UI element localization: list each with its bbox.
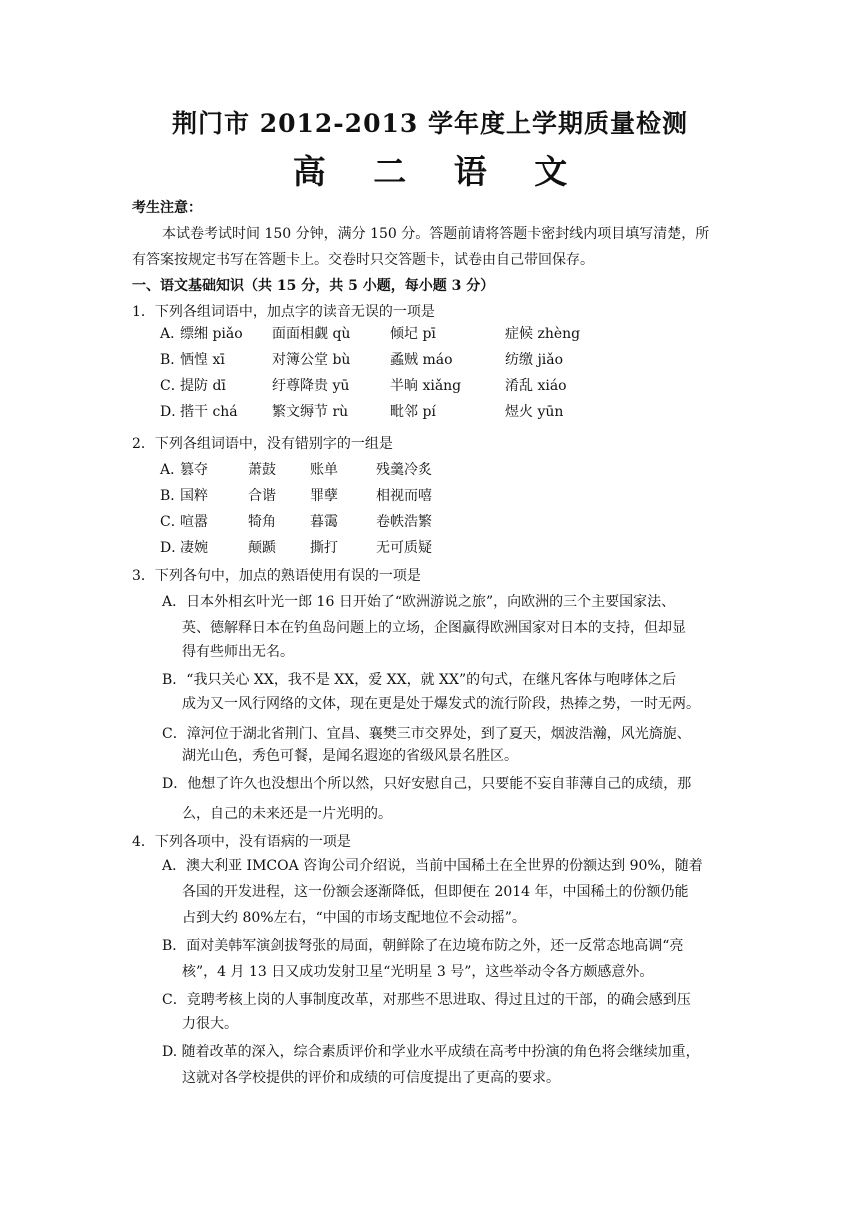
option-text: 成为又一风行网络的文体，现在更是处于爆发式的流行阶段，热捧之势，一时无两。 — [182, 696, 700, 712]
option-letter: A． — [160, 326, 185, 342]
option-word: 撕打 — [310, 540, 338, 556]
option-word: 喧嚣 — [180, 514, 208, 530]
option-word: 淆乱 xiáo — [505, 378, 567, 394]
option-word: 账单 — [310, 462, 338, 478]
option-text: B．面对美韩军演剑拔弩张的局面，朝鲜除了在边境布防之外，还一反常态地高调“亮 — [162, 938, 684, 954]
option-text: 湖光山色，秀色可餐，是闻名遐迩的省级风景名胜区。 — [182, 748, 518, 764]
option-text: 得有些师出无名。 — [182, 644, 294, 660]
option-text: B．“我只关心 XX，我不是 XX，爱 XX，就 XX”的句式，在继凡客体与咆哮体之后 — [162, 672, 677, 688]
option-letter: B． — [160, 352, 185, 368]
option-word: 国粹 — [180, 488, 208, 504]
option-word: 缥缃 piǎo — [180, 326, 243, 342]
option-word: 对簿公堂 bù — [272, 352, 351, 368]
option-text: 么，自己的未来还是一片光明的。 — [182, 806, 392, 822]
question-stem: 3．下列各句中，加点的熟语使用有误的一项是 — [132, 568, 421, 584]
option-word: 症候 zhèng — [505, 326, 581, 342]
option-word: 倾圮 pī — [390, 326, 436, 342]
option-letter: C． — [160, 514, 185, 530]
notice-heading: 考生注意： — [132, 200, 202, 216]
option-word: 毗邻 pí — [390, 404, 436, 420]
option-word: 暮霭 — [310, 514, 338, 530]
question-stem: 4．下列各项中，没有语病的一项是 — [132, 834, 351, 850]
notice-line: 有答案按规定书写在答题卡上。交卷时只交答题卡，试卷由自己带回保存。 — [132, 252, 594, 268]
option-word: 相视而嘻 — [376, 488, 432, 504]
page-title: 荆门市 2012-2013 学年度上学期质量检测 — [172, 109, 688, 138]
option-word: 面面相觑 qù — [272, 326, 351, 342]
option-word: 揩干 chá — [180, 404, 238, 420]
option-word: 犄角 — [248, 514, 276, 530]
option-word: 残羹冷炙 — [376, 462, 432, 478]
question-stem: 1．下列各组词语中，加点字的读音无误的一项是 — [132, 304, 435, 320]
option-letter: C． — [160, 378, 185, 394]
option-text: 英、德解释日本在钓鱼岛问题上的立场，企图赢得欧洲国家对日本的支持，但却显 — [182, 620, 686, 636]
option-word: 蟊贼 máo — [390, 352, 453, 368]
option-word: 纡尊降贵 yū — [272, 378, 350, 394]
option-letter: B． — [160, 488, 185, 504]
section-heading: 一、语文基础知识（共 15 分，共 5 小题，每小题 3 分） — [132, 278, 495, 294]
option-letter: A． — [160, 462, 185, 478]
option-word: 恓惶 xī — [180, 352, 225, 368]
option-word: 凄婉 — [180, 540, 208, 556]
option-letter: D． — [160, 404, 186, 420]
option-word: 半晌 xiǎng — [390, 378, 462, 394]
option-text: 核”，4 月 13 日又成功发射卫星“光明星 3 号”，这些举动令各方颇感意外。 — [182, 964, 654, 980]
option-word: 繁文缛节 rù — [272, 404, 349, 420]
option-word: 无可质疑 — [376, 540, 432, 556]
option-text: C．漳河位于湖北省荆门、宜昌、襄樊三市交界处，到了夏天，烟波浩瀚，风光旖旎、 — [162, 726, 691, 742]
option-text: A．澳大利亚 IMCOA 咨询公司介绍说，当前中国稀土在全世界的份额达到 90%，随着 — [162, 858, 703, 874]
option-word: 篡夺 — [180, 462, 208, 478]
option-text: D．他想了许久也没想出个所以然，只好安慰自己，只要能不妄自菲薄自己的成绩，那 — [162, 776, 692, 792]
page-subtitle: 高 二 语 文 — [292, 152, 586, 191]
question-stem: 2．下列各组词语中，没有错别字的一组是 — [132, 436, 393, 452]
option-letter: D． — [160, 540, 186, 556]
option-word: 颠踬 — [248, 540, 276, 556]
option-word: 罪孽 — [310, 488, 338, 504]
option-text: 力很大。 — [182, 1016, 238, 1032]
option-word: 提防 dī — [180, 378, 226, 394]
option-text: A．日本外相玄叶光一郎 16 日开始了“欧洲游说之旅”，向欧洲的三个主要国家法、 — [162, 594, 676, 610]
option-word: 纺缴 jiǎo — [505, 352, 564, 368]
option-word: 卷帙浩繁 — [376, 514, 432, 530]
notice-line: 本试卷考试时间 150 分钟，满分 150 分。答题前请将答题卡密封线内项目填写清楚，所 — [162, 226, 710, 242]
option-text: 各国的开发进程，这一份额会逐渐降低，但即便在 2014 年，中国稀土的份额仍能 — [182, 884, 689, 900]
option-text: D. 随着改革的深入，综合素质评价和学业水平成绩在高考中扮演的角色将会继续加重， — [162, 1044, 700, 1060]
option-text: 占到大约 80%左右，“中国的市场支配地位不会动摇”。 — [182, 910, 526, 926]
option-word: 合谐 — [248, 488, 276, 504]
option-word: 萧鼓 — [248, 462, 276, 478]
option-text: 这就对各学校提供的评价和成绩的可信度提出了更高的要求。 — [182, 1070, 560, 1086]
option-text: C．竞聘考核上岗的人事制度改革，对那些不思进取、得过且过的干部，的确会感到压 — [162, 992, 691, 1008]
option-word: 煜火 yūn — [505, 404, 564, 420]
